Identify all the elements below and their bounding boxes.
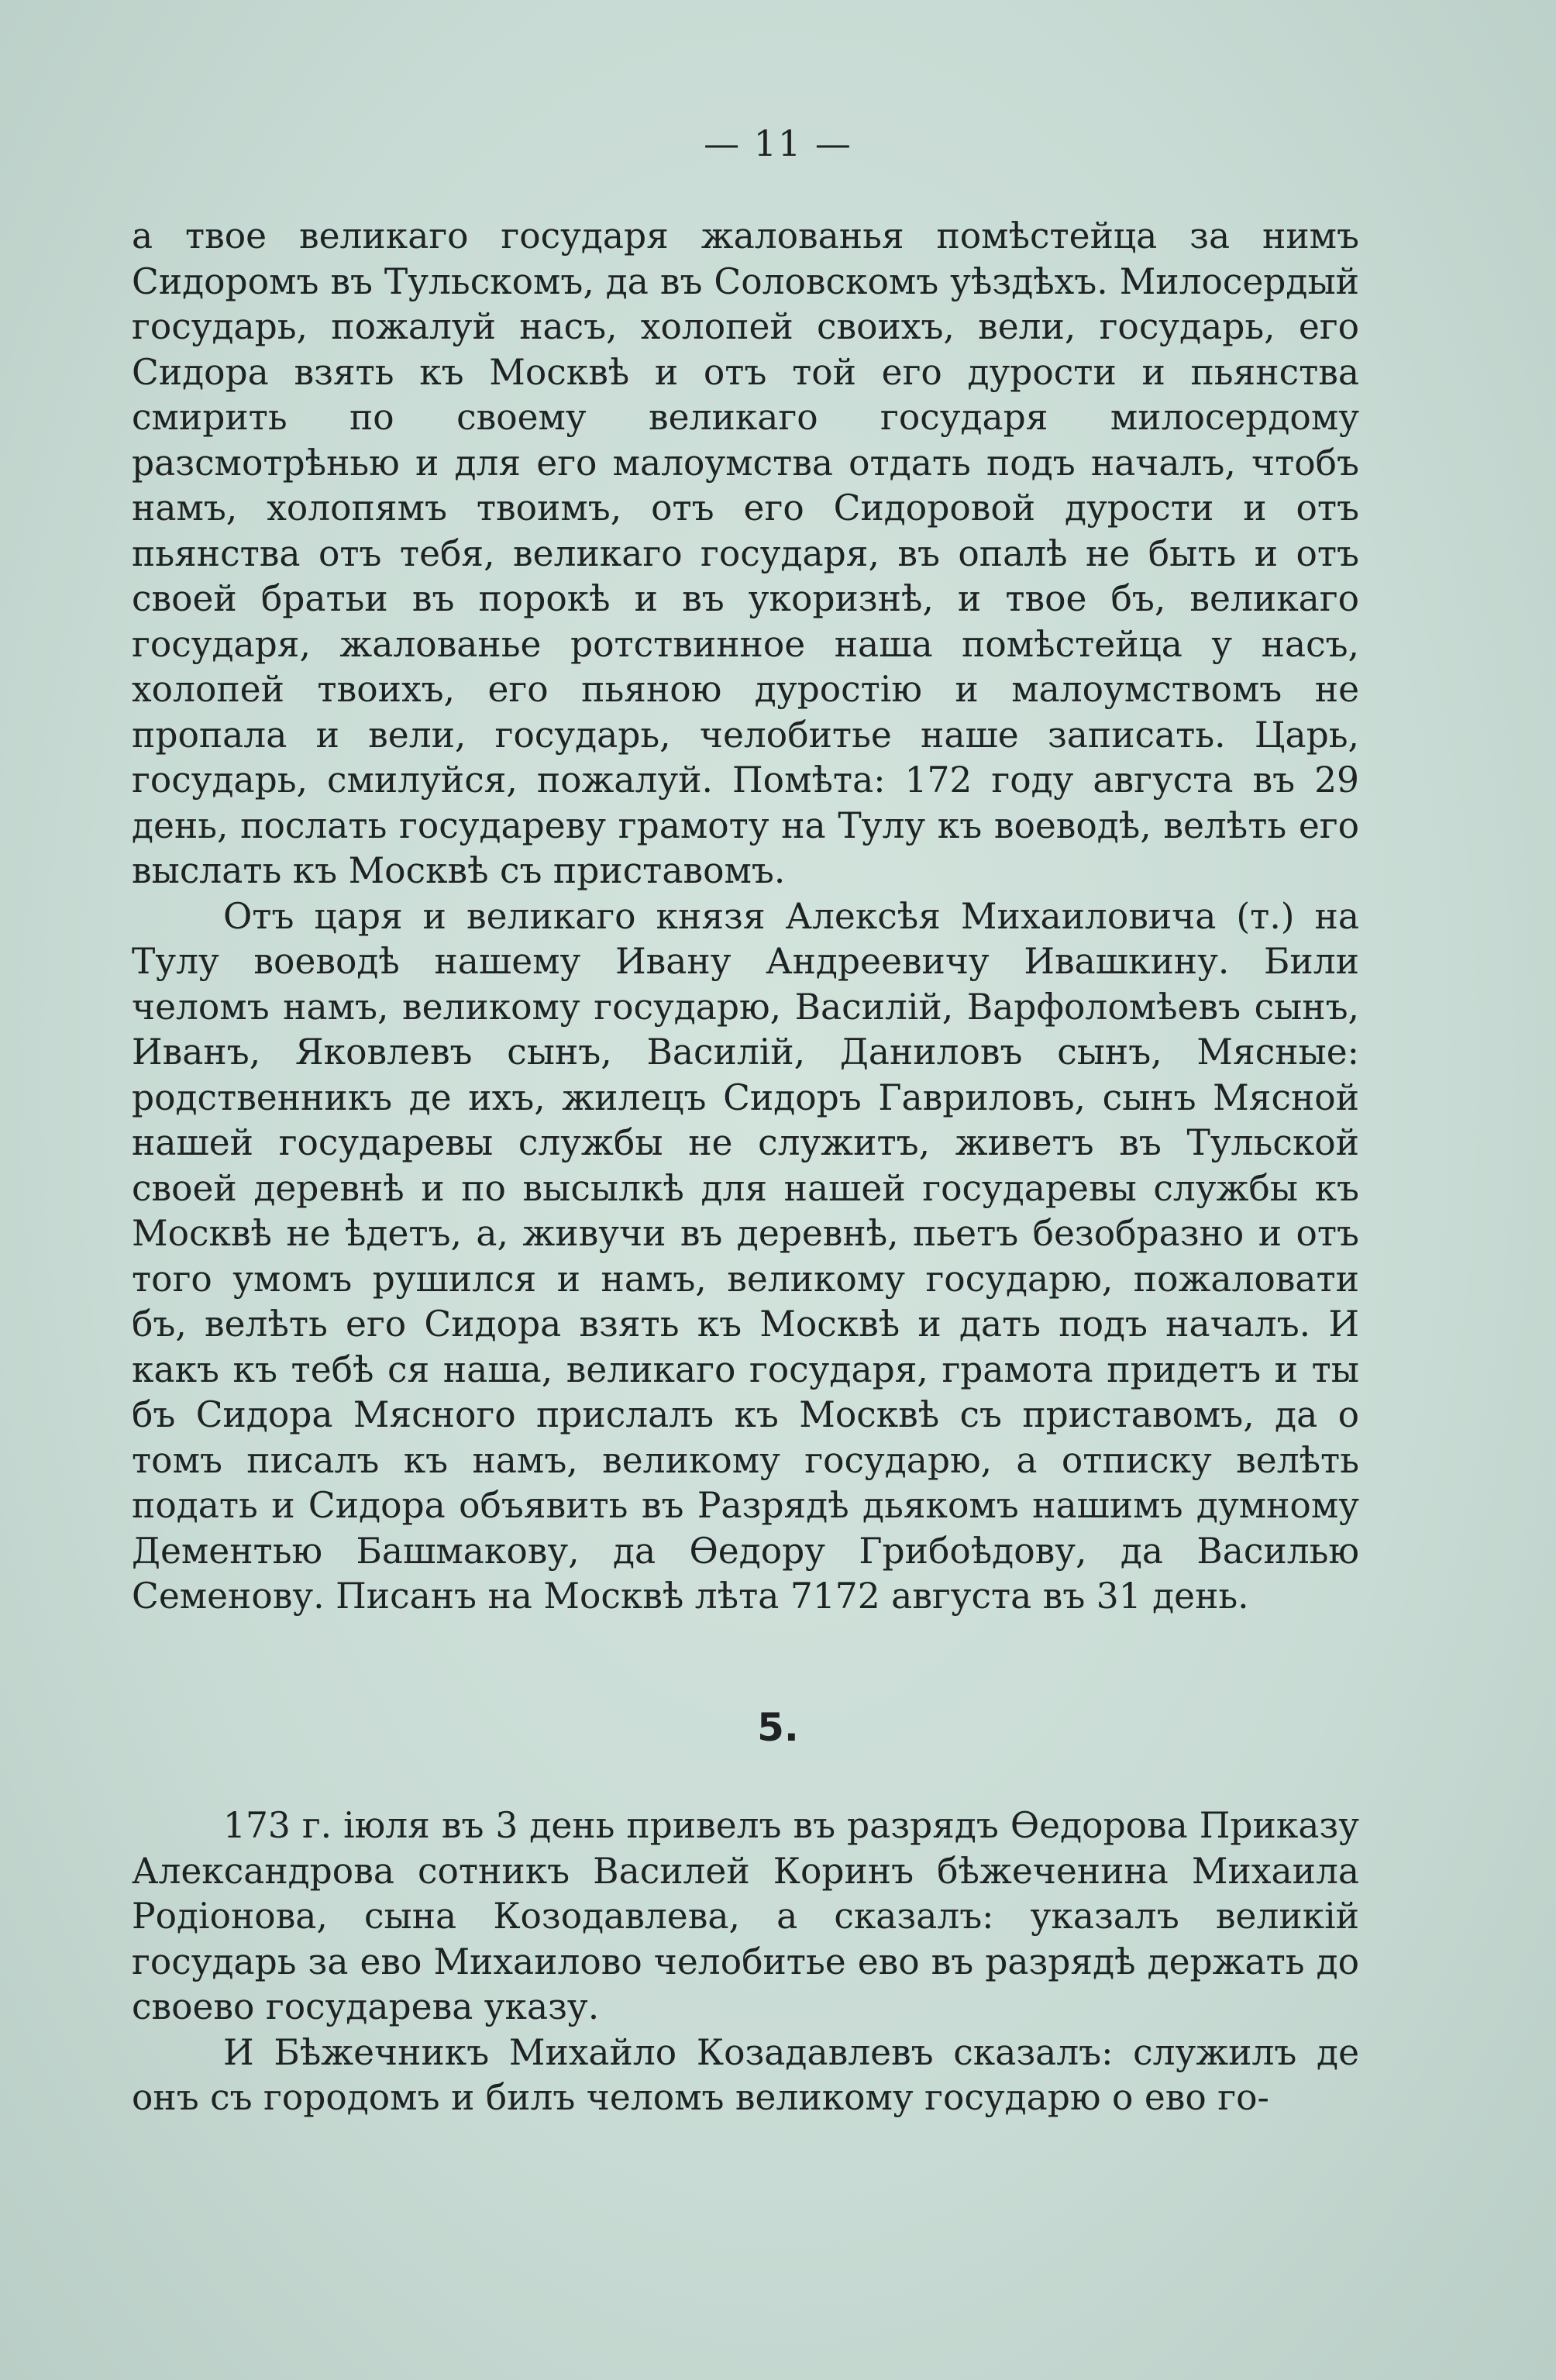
paragraph-razryad-record: 173 г. іюля въ 3 день привелъ въ разрядъ Ѳедорова Приказу Александрова сотникъ Василей Коринъ бѣжеченина Михаила Родіонова, сына Козодавлева, а сказалъ: указалъ великій государь за ево Михаилово челобитье ево въ разрядѣ держать до своево государева указу. [132,1805,1359,2027]
page-number: — 11 — [704,122,852,164]
paragraph-petition-continuation: а твое великаго государя жалованья помѣстейца за нимъ Сидоромъ въ Тульскомъ, да въ Соловскомъ уѣздѣхъ. Милосердый государь, пожалуй насъ, холопей своихъ, вели, государь, его Сидора взять къ Москвѣ и отъ той его дурости и пьянства смирить по своему великаго государя милосердому разсмотрѣнью и для его малоумства отдать подъ началъ, чтобъ намъ, холопямъ твоимъ, отъ его Сидоровой дурости и отъ пьянства отъ тебя, великаго государя, въ опалѣ не быть и отъ своей братьи въ порокѣ и въ укоризнѣ, и твое бъ, великаго государя, жалованье ротствинное наша помѣстейца у насъ, холопей твоихъ, его пьяною дуростію и малоумствомъ не пропала и вели, государь, челобитье наше записать. Царь, государь, смилуйся, пожалуй. Помѣта: 172 году августа въ 29 день, послать государеву грамоту на Тулу къ воеводѣ, велѣть его выслать къ Москвѣ съ приставомъ. [132,215,1359,891]
paragraph-tsar-gramota: Отъ царя и великаго князя Алексѣя Михаиловича (т.) на Тулу воеводѣ нашему Ивану Андреевичу Ивашкину. Били челомъ намъ, великому государю, Василій, Варфоломѣевъ сынъ, Иванъ, Яковлевъ сынъ, Василій, Даниловъ сынъ, Мясные: родственникъ де ихъ, жилецъ Сидоръ Гавриловъ, сынъ Мясной нашей государевы службы не служитъ, живетъ въ Тульской своей деревнѣ и по высылкѣ для нашей государевы службы къ Москвѣ не ѣдетъ, а, живучи въ деревнѣ, пьетъ безобразно и отъ того умомъ рушился и намъ, великому государю, пожаловати бъ, велѣть его Сидора взять къ Москвѣ и дать подъ началъ. И какъ къ тебѣ ся наша, великаго государя, грамота придетъ и ты бъ Сидора Мясного прислалъ къ Москвѣ съ приставомъ, да о томъ писалъ къ намъ, великому государю, а отписку велѣть подать и Сидора объявить въ Разрядѣ дьякомъ нашимъ думному Дементью Башмакову, да Ѳедору Грибоѣдову, да Василью Семенову. Писанъ на Москвѣ лѣта 7172 августа въ 31 день. [132,895,1359,1617]
document-body [132,214,1359,1620]
section-number: 5. [757,1705,799,1750]
section-body [132,1803,1359,2121]
paragraph-kozadavlev-statement: И Бѣжечникъ Михайло Козадавлевъ сказалъ: служилъ де онъ съ городомъ и билъ челомъ великому государю о ево го- [132,2031,1359,2118]
